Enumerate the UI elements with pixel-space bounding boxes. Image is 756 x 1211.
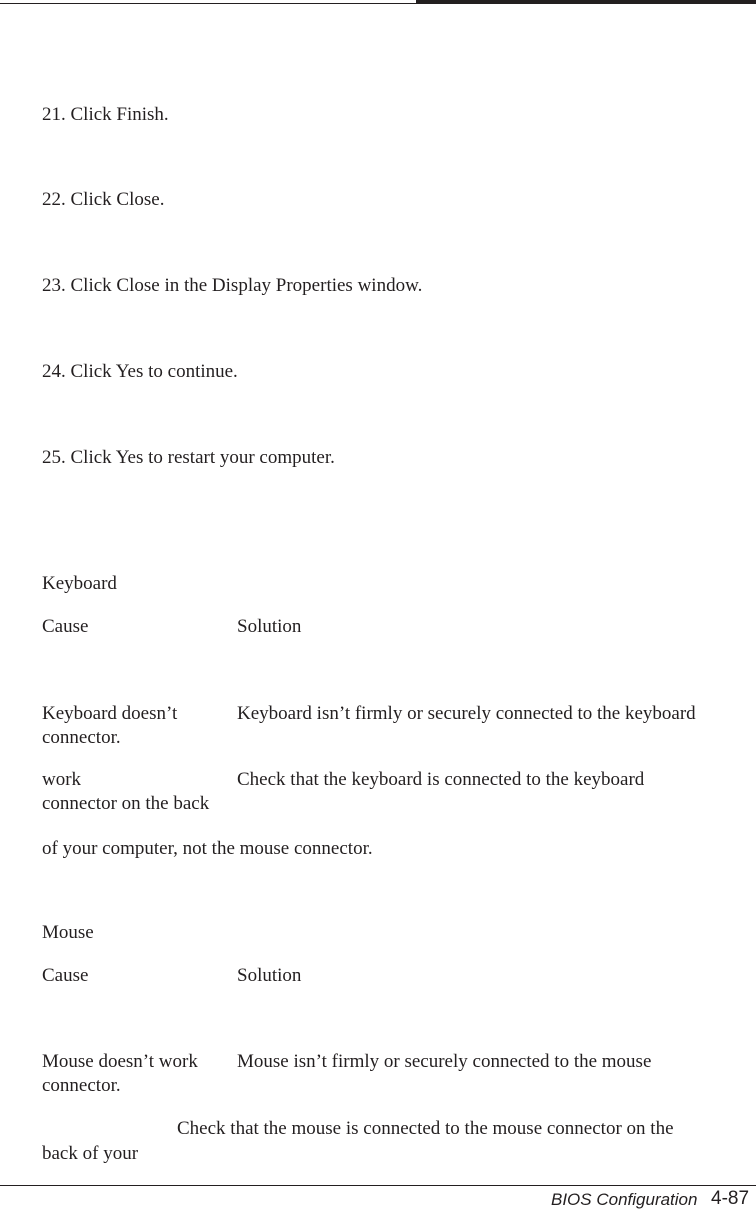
step-21: 21. Click Finish. [42,104,169,125]
header-rule-thick [416,0,756,4]
header-rule-thin [0,3,416,4]
step-22: 22. Click Close. [42,189,165,210]
keyboard-cause-header: Cause [42,616,89,637]
keyboard-wrap-2: connector on the back [42,793,210,814]
mouse-solution-2: Check that the mouse is connected to the mouse connector on the [177,1118,674,1139]
mouse-wrap-1: connector. [42,1075,121,1096]
keyboard-cause-1: Keyboard doesn’t [42,703,178,724]
mouse-heading: Mouse [42,922,94,943]
keyboard-solution-header: Solution [237,616,302,637]
footer-page-number: 4-87 [711,1188,750,1209]
mouse-solution-header: Solution [237,965,302,986]
mouse-cause-header: Cause [42,965,89,986]
mouse-solution-1: Mouse isn’t firmly or securely connected to the mouse [237,1051,652,1072]
mouse-cause-1: Mouse doesn’t work [42,1051,198,1072]
mouse-wrap-2: back of your [42,1143,139,1164]
step-23: 23. Click Close in the Display Properties window. [42,275,423,296]
keyboard-solution-2: Check that the keyboard is connected to the keyboard [237,769,645,790]
keyboard-cause-2: work [42,769,82,790]
step-25: 25. Click Yes to restart your computer. [42,447,335,468]
keyboard-solution-1: Keyboard isn’t firmly or securely connected to the keyboard [237,703,696,724]
footer-section-title: BIOS Configuration [551,1190,698,1209]
keyboard-wrap-1: connector. [42,727,121,748]
keyboard-line-3: of your computer, not the mouse connector. [42,838,373,859]
footer-rule [0,1185,756,1186]
step-24: 24. Click Yes to continue. [42,361,238,382]
keyboard-heading: Keyboard [42,573,117,594]
